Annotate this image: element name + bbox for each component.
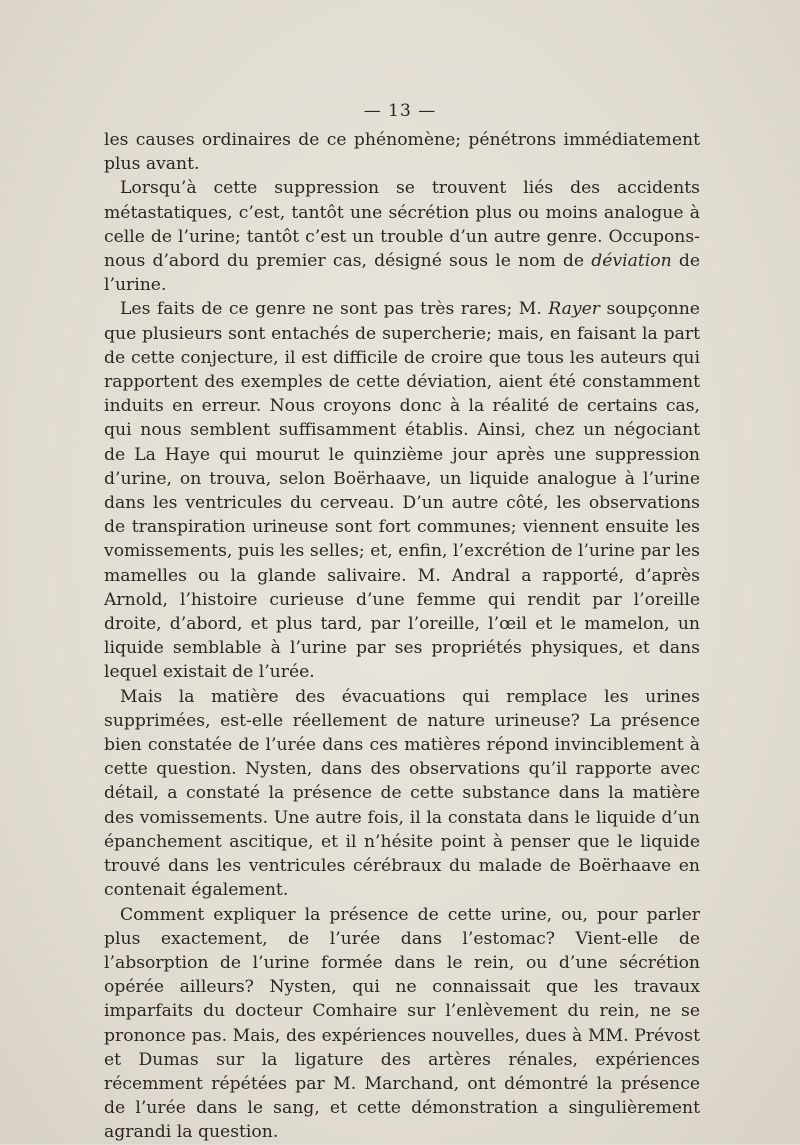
paragraph-text: les causes ordinaires de ce phénomène; pénétrons immédiatement plus avant. bbox=[104, 130, 700, 175]
paragraph bbox=[104, 128, 700, 176]
page-number: — 13 — bbox=[363, 101, 437, 121]
paragraph bbox=[104, 297, 700, 684]
paragraph bbox=[104, 685, 700, 903]
paragraph bbox=[104, 903, 700, 1145]
italic-text: déviation bbox=[591, 251, 672, 272]
paragraph-text: Lorsqu’à cette suppression se trouvent liés des accidents métastatiques, c’est, tantôt une sécrétion plus ou moins analogue à celle de l’urine; tantôt c’est un trouble d’un autre genre. Occupons-nous d’abord du premier cas, désigné sous le nom de bbox=[104, 178, 700, 272]
paragraph-text: soupçonne que plusieurs sont entachés de supercherie; mais, en faisant la part de cette conjecture, il est difficile de croire que tous les auteurs qui rapportent des exemples de cette déviation, aient été constamment induits en erreur. Nous croyons donc à la réalité de certains cas, qui nous semblent suffisamment établis. Ainsi, chez un négociant de La Haye qui mourut le quinzième jour après une suppression d’urine, on trouva, selon Boërhaave, un liquide analogue à l’urine dans les ventricules du cerveau. D’un autre côté, les observations de transpiration urineuse sont fort communes; viennent ensuite les vomissements, puis les selles; et, enfin, l’excrétion de l’urine par les mamelles ou la glande salivaire. M. Andral a rapporté, d’après Arnold, l’histoire curieuse d’une femme qui rendit par l’oreille droite, d’abord, et plus tard, par l’oreille, l’œil et le mamelon, un liquide semblable à l’urine par ses propriétés physiques, et dans lequel existait de l’urée. bbox=[104, 299, 700, 683]
body-text bbox=[104, 128, 700, 1145]
paragraph-text: Les faits de ce genre ne sont pas très rares; M. bbox=[120, 299, 549, 320]
paragraph bbox=[104, 176, 700, 297]
paragraph-text: Comment expliquer la présence de cette urine, ou, pour parler plus exactement, de l’urée dans l’estomac? Vient-elle de l’absorption de l’urine formée dans le rein, ou d’une sécrétion opérée ailleurs? Nysten, qui ne connaissait que les travaux imparfaits du docteur Comhaire sur l’enlèvement du rein, ne se prononce pas. Mais, des expériences nouvelles, dues à MM. Prévost et Dumas sur la ligature des artères rénales, expériences récemment répétées par M. Marchand, ont démontré la présence de l’urée dans le sang, et cette démonstration a singulièrement agrandi la question. bbox=[104, 904, 700, 1143]
paragraph-text: Mais la matière des évacuations qui remplace les urines supprimées, est-elle réellement de nature urineuse? La présence bien constatée de l’urée dans ces matières répond invinciblement à cette question. Nysten, dans des observations qu’il rapporte avec détail, a constaté la présence de cette substance dans la matière des vomissements. Une autre fois, il la constata dans le liquide d’un épanchement ascitique, et il n’hésite point à penser que le liquide trouvé dans les ventricules cérébraux du malade de Boërhaave en contenait également. bbox=[104, 686, 700, 901]
paragraph-text: de l’urine. bbox=[104, 251, 701, 296]
italic-text: Rayer bbox=[548, 299, 600, 320]
